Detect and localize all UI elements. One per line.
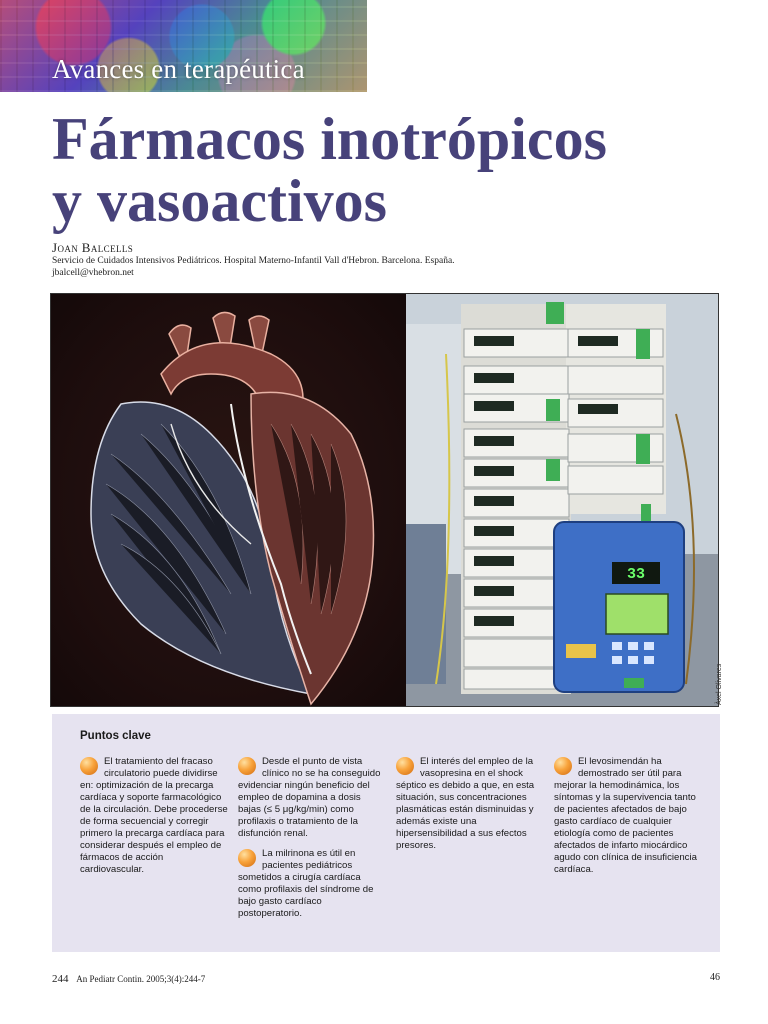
heart-drawing xyxy=(51,294,406,706)
orange-bullet-icon xyxy=(80,757,98,775)
key-point-text: El tratamiento del fracaso circulatorio puede dividirse en: optimización de la precarga cardíaca y soporte farmacológico de la circulación. Debe procederse de forma secuencial y corregir primero la precarga cardíaca para considerar después el empleo de fármacos de acción cardiovascular. xyxy=(80,756,228,875)
key-point xyxy=(396,756,544,852)
article-title-line-1: Fármacos inotrópicos xyxy=(52,106,607,172)
key-point xyxy=(554,756,702,876)
key-point-text: El levosimendán ha demostrado ser útil para mejorar la hemodinámica, los síntomas y la supervivencia tanto de pacientes afectados de bajo gasto cardíaco de cualquier etiología como de pacientes afectados de infarto miocárdico agudo con clínica de insuficiencia cardíaca. xyxy=(554,756,697,875)
page-number-left: 244 xyxy=(52,973,69,985)
blue-pump-device xyxy=(554,522,684,692)
author-name: Joan Balcells xyxy=(52,240,134,255)
section-title: Avances en terapéutica xyxy=(52,54,305,84)
icu-infusion-pumps-photo xyxy=(406,294,718,706)
photo-credit: Àxel Olivares xyxy=(716,663,723,705)
key-point xyxy=(238,756,386,840)
orange-bullet-icon xyxy=(238,757,256,775)
key-point-text: Desde el punto de vista clínico no se ha conseguido evidenciar ningún beneficio del empleo de dopamina a dosis bajas (≤ 5 μg/kg/min) como profilaxis o tratamiento de la disfunción renal. xyxy=(238,756,381,839)
pump-display-reading: 33 xyxy=(626,566,646,583)
page-footer-citation xyxy=(52,973,205,985)
orange-bullet-icon xyxy=(554,757,572,775)
key-points-column-3 xyxy=(396,756,544,860)
cover-illustration xyxy=(50,293,719,707)
article-title-line-2: y vasoactivos xyxy=(52,168,387,234)
heart-illustration xyxy=(51,294,406,706)
key-point-text: El interés del empleo de la vasopresina en el shock séptico es debido a que, en esta situación, sus concentraciones plasmáticas están disminuidas y además existe una hipersensibilidad a sus efectos presores. xyxy=(396,756,535,851)
key-points-box xyxy=(52,714,720,952)
key-points-heading: Puntos clave xyxy=(80,730,151,742)
infusion-pumps-drawing xyxy=(406,294,718,706)
section-banner xyxy=(0,0,367,92)
key-points-column-1 xyxy=(80,756,228,884)
orange-bullet-icon xyxy=(238,849,256,867)
journal-citation: An Pediatr Contin. 2005;3(4):244-7 xyxy=(76,974,206,984)
article-title xyxy=(52,108,607,232)
key-points-column-2 xyxy=(238,756,386,928)
author-affiliation: Servicio de Cuidados Intensivos Pediátricos. Hospital Materno-Infantil Vall d'Hebron. Barcelona. España. xyxy=(52,256,455,266)
key-point xyxy=(238,848,386,920)
orange-bullet-icon xyxy=(396,757,414,775)
key-point-text: La milrinona es útil en pacientes pediátricos sometidos a cirugía cardíaca como profilaxis del síndrome de bajo gasto cardíaco postoperatorio. xyxy=(238,848,374,919)
key-point xyxy=(80,756,228,876)
key-points-column-4 xyxy=(554,756,702,884)
author-email: jbalcell@vhebron.net xyxy=(52,268,134,278)
page-number-right: 46 xyxy=(710,972,720,983)
